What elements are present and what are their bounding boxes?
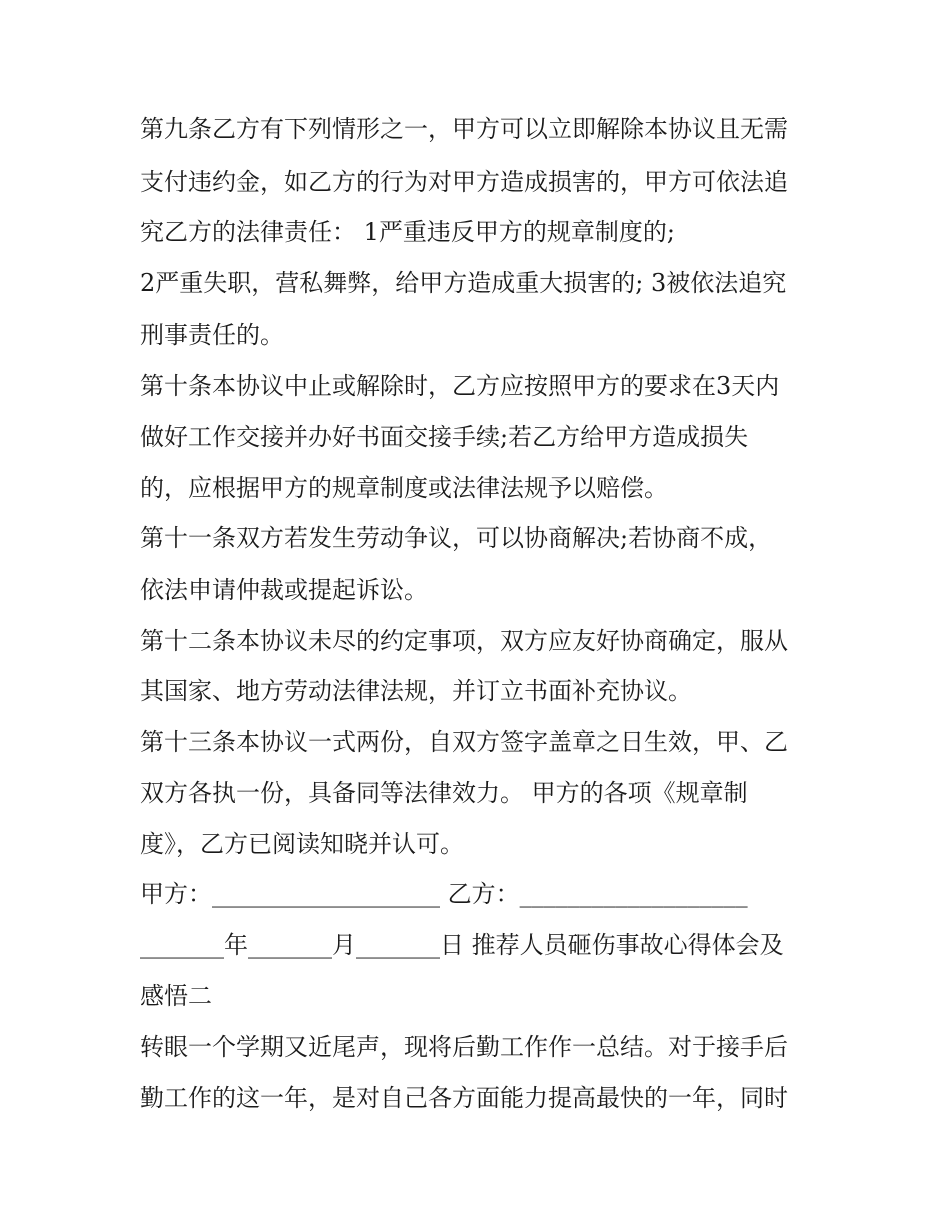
text-line: 做好工作交接并办好书面交接手续;若乙方给甲方造成损失 — [140, 423, 749, 451]
text-line: 勤工作的这一年，是对自己各方面能力提高最快的一年，同时 — [140, 1084, 788, 1112]
text-line: 2严重失职，营私舞弊，给甲方造成重大损害的; 3被依法追究 — [140, 269, 787, 297]
text-line: 度》，乙方已阅读知晓并认可。 — [140, 830, 464, 858]
section-title: 感悟二 — [140, 982, 212, 1010]
text-line: 双方各执一份，具备同等法律效力。 甲方的各项《规章制 — [140, 779, 748, 807]
text-line: 依法申请仲裁或提起诉讼。 — [140, 576, 428, 604]
text-line: 第九条乙方有下列情形之一，甲方可以立即解除本协议且无需 — [140, 115, 788, 143]
text-line: 支付违约金，如乙方的行为对甲方造成损害的，甲方可依法追 — [140, 168, 788, 196]
text-line: 转眼一个学期又近尾声，现将后勤工作作一总结。对于接手后 — [140, 1033, 788, 1061]
text-line: 其国家、地方劳动法律法规，并订立书面补充协议。 — [140, 677, 692, 705]
text-line: 第十一条双方若发生劳动争议，可以协商解决;若协商不成， — [140, 524, 773, 552]
signature-line: 甲方：___________________ 乙方：___________________ — [140, 880, 748, 908]
text-line: 究乙方的法律责任： 1严重违反甲方的规章制度的; — [140, 218, 675, 246]
text-line: 第十条本协议中止或解除时，乙方应按照甲方的要求在3天内 — [140, 372, 780, 400]
text-line: 的，应根据甲方的规章制度或法律法规予以赔偿。 — [140, 474, 668, 502]
text-line: 刑事责任的。 — [140, 321, 284, 349]
date-line: _______年_______月_______日 推荐人员砸伤事故心得体会及 — [140, 931, 784, 959]
text-line: 第十三条本协议一式两份，自双方签字盖章之日生效，甲、乙 — [140, 728, 788, 756]
text-line: 第十二条本协议未尽的约定事项，双方应友好协商确定，服从 — [140, 627, 788, 655]
